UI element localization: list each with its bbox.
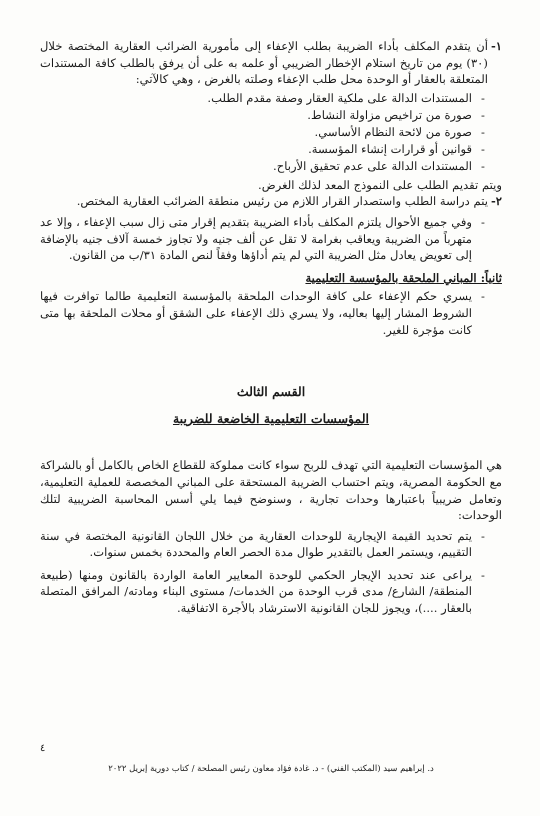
dash-bullet: - (481, 289, 485, 304)
page-footer (40, 742, 502, 776)
required-documents-list (40, 90, 502, 175)
list-item: - صورة من تراخيص مزاولة النشاط. (40, 107, 494, 124)
page-number: ٤ (40, 743, 46, 754)
dash-bullet: - (481, 567, 485, 582)
list-item: - يسري حكم الإعفاء على كافة الوحدات الملحقة بالمؤسسة التعليمية طالما توافرت فيها الشروط المشار إليها بعاليه، ولا يسري ذلك الإعفاء على الشقق أو محلات الملحقة بها متى كانت مؤجرة للغير. (40, 288, 494, 338)
list-item: - قوانين أو قرارات إنشاء المؤسسة. (40, 141, 494, 158)
dash-bullet: - (481, 214, 485, 229)
dash-bullet: - (481, 90, 485, 105)
list-item: - صورة من لائحة النظام الأساسي. (40, 124, 494, 141)
intro-paragraph: هي المؤسسات التعليمية التي تهدف للربح سواء كانت مملوكة للقطاع الخاص بالكامل أو بالشراكة مع الحكومة المصرية، ويتم احتساب الضريبة المستحقة على المباني المخصصة للعملية التعليمية، وتعامل ضريبياً باعتبارها وحدات تجارية ، وسنوضح فيما يلي أسس المحاسبة الضريبية لتلك الوحدات: (40, 458, 502, 523)
list-item: - يتم تحديد القيمة الإيجارية للوحدات العقارية من خلال اللجان القانونية المختصة في سنة التقييم، ويستمر العمل بالتقدير طوال مدة الحصر العام والمحددة بخمس سنوات. (40, 528, 494, 561)
list-item: - يراعى عند تحديد الإيجار الحكمي للوحدة المعايير العامة الواردة بالقانون ومنها (طبيعة المنطقة/ الشارع/ مدى قرب الوحدة من الخدمات/ مستوى البناء ومادته/ المرافق المتصلة بالعقار ....)، ويجوز للجان القانونية الاسترشاد بالأجرة الاتفاقية. (40, 567, 494, 617)
section-heading-annexed-buildings: ثانياً: المباني الملحقة بالمؤسسة التعليمية (305, 270, 502, 285)
condition-item-2 (40, 193, 502, 210)
page-body (40, 38, 502, 619)
dash-bullet: - (481, 124, 485, 139)
item-number: ١- (490, 39, 502, 53)
dash-bullet: - (481, 141, 485, 156)
annexed-buildings-list (40, 288, 502, 338)
dash-bullet: - (481, 107, 485, 122)
item-text: أن يتقدم المكلف بأداء الضريبة بطلب الإعفاء إلى مأمورية الضرائب العقارية المختصة خلال (٣٠) يوم من تاريخ استلام الإخطار الضريبي أو علمه به على أن يرفق بالطلب كافة المستندات المتعلقة بالعقار أو الوحدة محل طلب الإعفاء وصلته بالغرض ، وهي كالآتي: (40, 39, 488, 87)
dash-bullet: - (481, 528, 485, 543)
item-number: ٢- (490, 194, 502, 209)
item-text: يتم دراسة الطلب واستصدار القرار اللازم من رئيس منطقة الضرائب العقارية المختص. (76, 194, 488, 209)
general-list (40, 214, 502, 264)
part-subtitle: المؤسسات التعليمية الخاضعة للضريبة (172, 410, 370, 426)
footer-credit: د. إبراهيم سيد (المكتب الفني) - د. غادة فؤاد معاون رئيس المصلحة / كتاب دورية إبريل ٢٠٢٢ (108, 764, 434, 774)
list-item: - وفي جميع الأحوال يلتزم المكلف بأداء الضريبة بتقديم إقرار متى زال سبب الإعفاء ، وإلا عد متهرباً من الضريبة ويعاقب بغرامة لا تقل عن ألف جنيه ولا تجاوز خمسة آلاف جنيه بالإضافة إلى تعويض يعادل مثل الضريبة التي لم يتم أداؤها وفقاً لنص المادة ٣١/ب من القانون. (40, 214, 494, 264)
submission-note: ويتم تقديم الطلب على النموذج المعد لذلك الغرض. (258, 177, 502, 192)
list-item: - المستندات الدالة على ملكية العقار وصفة مقدم الطلب. (40, 90, 494, 107)
dash-bullet: - (481, 158, 485, 173)
list-item: - المستندات الدالة على عدم تحقيق الأرباح. (40, 158, 494, 175)
part-title: القسم الثالث (236, 384, 306, 400)
condition-item-1 (40, 38, 502, 88)
tax-basis-list (40, 528, 502, 617)
